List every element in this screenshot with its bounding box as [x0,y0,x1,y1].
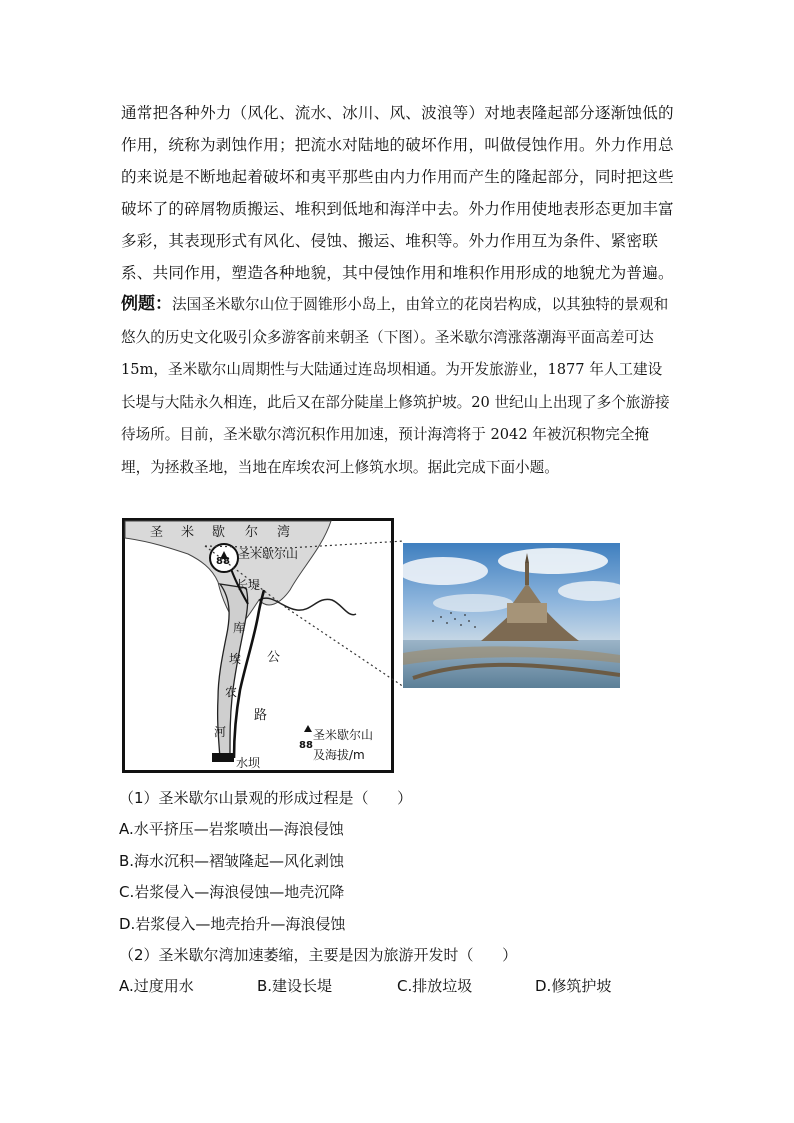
example-text: 法国圣米歇尔山位于圆锥形小岛上，由耸立的花岗岩构成，以其独特的景观和悠久的历史文化吸引众多游客前来朝圣（下图）。圣米歇尔湾涨落潮海平面高差可达 15m，圣米歇尔山周期性与大陆通过连岛坝相通。为开发旅游业，1877 年人工建设长堤与大陆永久相连，此后又在部分陡崖上修筑护坡。20 世纪山上出现了多个旅游接待场所。目前，圣米歇尔湾沉积作用加速，预计海湾将于 2042 年被沉积物完全掩埋，为拯救圣地，当地在库埃农河上修筑水坝。据此完成下面小题。 [121,296,670,476]
bay-char: 米 [181,525,195,540]
question-2-options [119,975,639,997]
road-char: 公 [267,650,281,665]
bay-char: 圣 [150,525,164,540]
mont-saint-michel-photo [403,543,620,688]
mountain-elevation: 88 [216,556,230,567]
mountain-label: 圣米歇尔山 [238,547,299,561]
cloud [498,548,608,574]
question-2-option-d: D.修筑护坡 [535,977,612,995]
abbey-spire [525,563,529,585]
question-1-option-d: D.岩浆侵入—地壳抬升—海浪侵蚀 [119,915,346,933]
intro-paragraph: 通常把各种外力（风化、流水、冰川、风、波浪等）对地表隆起部分逐渐蚀低的作用，统称为剥蚀作用；把流水对陆地的破坏作用，叫做侵蚀作用。外力作用总的来说是不断地起着破坏和夷平那些由内力作用而产生的隆起部分，同时把这些破坏了的碎屑物质搬运、堆积到低地和海洋中去。外力作用使地表形态更加丰富多彩，其表现形式有风化、侵蚀、搬运、堆积等。外力作用互为条件、紧密联系、共同作用，塑造各种地貌，其中侵蚀作用和堆积作用形成的地貌尤为普遍。 [121,104,674,282]
abbey-walls [507,603,547,623]
legend-line-1: 圣米歇尔山 [313,728,374,742]
river-char: 库 [233,621,246,635]
river-char: 河 [214,725,227,739]
question-2-option-b: B.建设长堤 [257,977,333,995]
question-1-option-a: A.水平挤压—岩浆喷出—海浪侵蚀 [119,820,344,838]
bay-char: 尔 [245,525,259,540]
bay-char: 歇 [212,525,226,540]
question-2-option-a: A.过度用水 [119,977,194,995]
river-char: 农 [225,685,238,699]
dam-label: 水坝 [236,756,261,770]
cloud [433,594,513,612]
causeway-label: 长堤 [236,578,261,592]
question-1-option-c: C.岩浆侵入—海浪侵蚀—地壳沉降 [119,883,345,901]
river-char: 埃 [229,652,242,666]
question-2-option-c: C.排放垃圾 [397,977,473,995]
question-2-stem: （2）圣米歇尔湾加速萎缩，主要是因为旅游开发时（ ） [119,946,518,964]
example-label: 例题： [121,294,172,314]
legend-value: 88 [299,740,313,751]
legend-line-2: 及海拔/m [313,748,365,762]
question-1-stem: （1）圣米歇尔山景观的形成过程是（ ） [119,789,413,807]
road-char: 路 [254,708,268,723]
question-1-option-b: B.海水沉积—褶皱隆起—风化剥蚀 [119,852,345,870]
bay-char: 湾 [277,525,291,540]
